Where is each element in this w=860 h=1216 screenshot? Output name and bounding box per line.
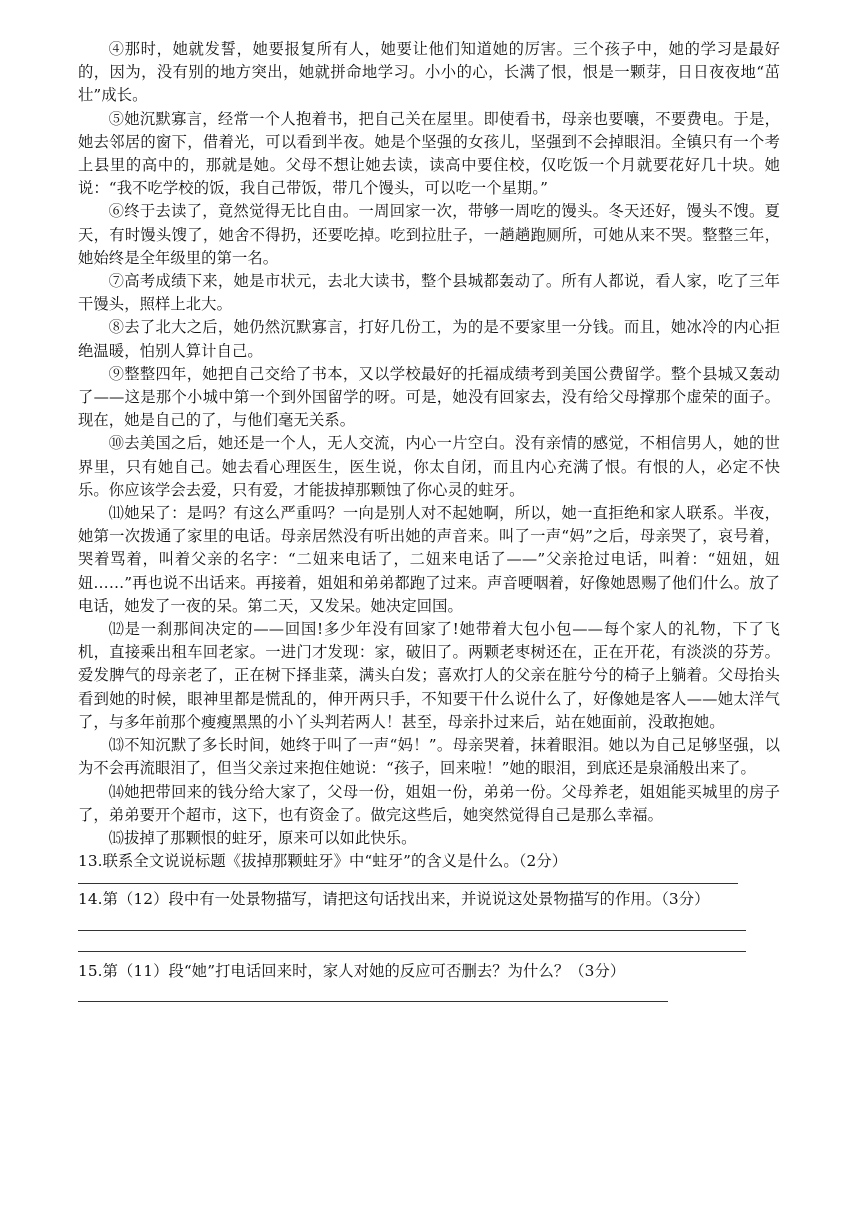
paragraph-6: ⑥终于去读了，竟然觉得无比自由。一周回家一次，带够一周吃的馒头。冬天还好，馒头不馊。夏天，有时馒头馊了，她舍不得扔，还要吃掉。吃到拉肚子，一趟趟跑厕所，可她从来不哭。整整三年，她始终是全年级里的第一名。 [78, 202, 780, 267]
paragraph-10: ⑩去美国之后，她还是一个人，无人交流，内心一片空白。没有亲情的感觉，不相信男人，她的世界里，只有她自己。她去看心理医生，医生说，你太自闭，而且内心充满了恨。有恨的人，必定不快乐。你应该学会去爱，只有爱，才能拔掉那颗蚀了你心灵的蛀牙。 [78, 434, 780, 499]
paragraph-8: ⑧去了北大之后，她仍然沉默寡言，打好几份工，为的是不要家里一分钱。而且，她冰冷的内心拒绝温暖，怕别人算计自己。 [78, 318, 780, 360]
paragraph-14: ⒁她把带回来的钱分给大家了，父母一份，姐姐一份，弟弟一份。父母养老，姐姐能买城里的房子了，弟弟要开个超市，这下，也有资金了。做完这些后，她突然觉得自己是那么幸福。 [78, 782, 780, 824]
paragraph-11: ⑾她呆了：是吗？有这么严重吗？一向是别人对不起她啊，所以，她一直拒绝和家人联系。半夜，她第一次拨通了家里的电话。母亲居然没有听出她的声音来。叫了一声“妈”之后，母亲哭了，哀号着，哭着骂着，叫着父亲的名字：“二妞来电话了，二妞来电话了——”父亲抢过电话，叫着：“妞妞，妞妞……”再也说不出话来。再接着，姐姐和弟弟都跑了过来。声音哽咽着，好像她恩赐了他们什么。放了电话，她发了一夜的呆。第二天，又发呆。她决定回国。 [78, 504, 780, 615]
paragraph-4: ④那时，她就发誓，她要报复所有人，她要让他们知道她的厉害。三个孩子中，她的学习是最好的，因为，没有别的地方突出，她就拼命地学习。小小的心，长满了恨，恨是一颗芽，日日夜夜地“茁壮”成长。 [78, 40, 780, 105]
question-14: 14.第（12）段中有一处景物描写，请把这句话找出来，并说说这处景物描写的作用。（3分） [78, 890, 710, 909]
question-15: 15.第（11）段“她”打电话回来时，家人对她的反应可否删去？为什么？（3分） [78, 961, 626, 980]
questions-section [78, 850, 780, 1002]
paragraph-9: ⑨整整四年，她把自己交给了书本，又以学校最好的托福成绩考到美国公费留学。整个县城又轰动了——这是那个小城中第一个到外国留学的呀。可是，她没有回家去，没有给父母撑那个虚荣的面子。现在，她是自己的了，与他们毫无关系。 [78, 364, 780, 430]
paragraph-7: ⑦高考成绩下来，她是市状元，去北大读书，整个县城都轰动了。所有人都说，看人家，吃了三年干馒头，照样上北大。 [78, 272, 780, 314]
paragraph-13: ⒀不知沉默了多长时间，她终于叫了一声“妈！”。母亲哭着，抹着眼泪。她以为自己足够坚强，以为不会再流眼泪了，但当父亲过来抱住她说：“孩子，回来啦！”她的眼泪，到底还是泉涌般出来了。 [78, 736, 780, 778]
paragraph-5: ⑤她沉默寡言，经常一个人抱着书，把自己关在屋里。即使看书，母亲也要嚷，不要费电。于是，她去邻居的窗下，借着光，可以看到半夜。她是个坚强的女孩儿，坚强到不会掉眼泪。全镇只有一个考上县里的高中的，那就是她。父母不想让她去读，读高中要住校，仅吃饭一个月就要花好几十块。她说：“我不吃学校的饭，我自己带饭，带几个馒头，可以吃一个星期。” [78, 109, 780, 198]
paragraph-15: ⒂拔掉了那颗恨的蛀牙，原来可以如此快乐。 [108, 828, 417, 847]
exam-page [78, 38, 780, 1002]
answer-line[interactable] [78, 1001, 668, 1002]
reading-passage [78, 38, 780, 850]
paragraph-12: ⑿是一刹那间决定的——回国!多少年没有回家了!她带着大包小包——每个家人的礼物，下了飞机，直接乘出租车回老家。一进门才发现：家，破旧了。两颗老枣树还在，正在开花，有淡淡的芬芳。爱发脾气的母亲老了，正在树下择韭菜，满头白发；喜欢打人的父亲在脏兮兮的椅子上躺着。父母抬头看到她的时候，眼神里都是慌乱的，伸开两只手，不知要干什么说什么了，好像她是客人——她太洋气了，与多年前那个瘦瘦黑黑的小丫头判若两人！甚至，母亲扑过来后，站在她面前，没敢抱她。 [78, 620, 780, 731]
question-13: 13.联系全文说说标题《拔掉那颗蛀牙》中“蛀牙”的含义是什么。（2分） [78, 852, 568, 871]
